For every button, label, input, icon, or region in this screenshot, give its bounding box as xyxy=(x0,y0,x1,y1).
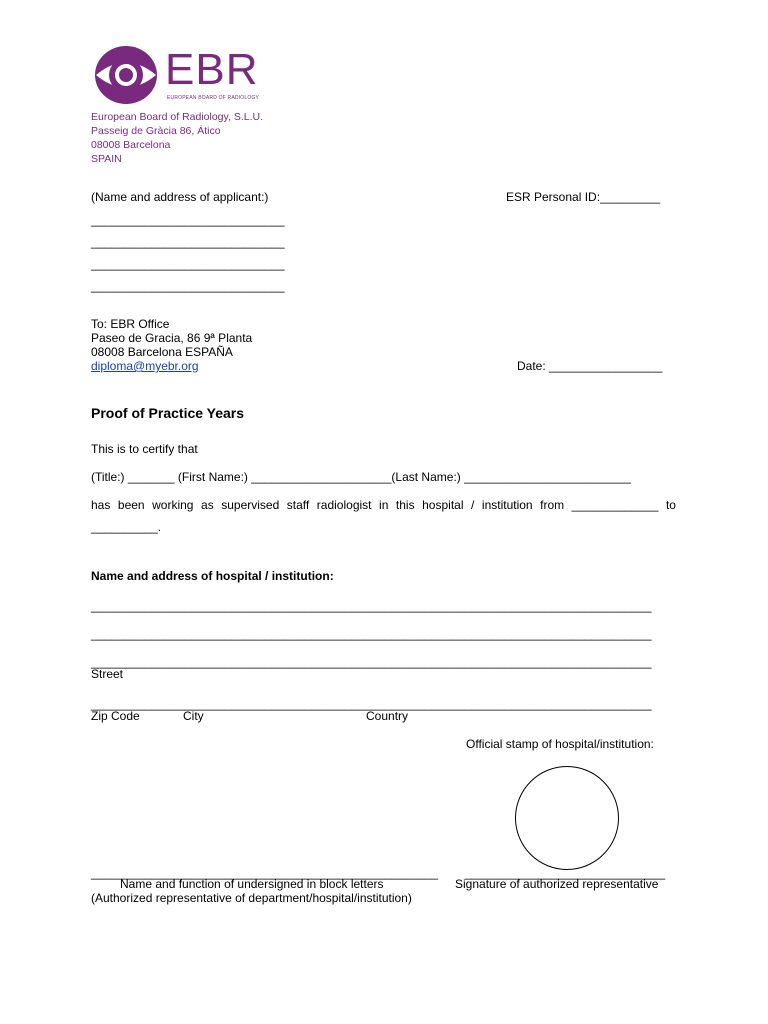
working-word: to xyxy=(665,498,676,512)
country-label: Country xyxy=(366,709,409,723)
hospital-line-2: ____________________________________________________________________________________ xyxy=(91,627,652,641)
ebr-logo xyxy=(93,44,263,106)
zip-code-label: Zip Code xyxy=(91,709,140,723)
document-title: Proof of Practice Years xyxy=(91,405,245,421)
working-word: / xyxy=(471,498,475,512)
stamp-label: Official stamp of hospital/institution: xyxy=(466,737,654,751)
signature-label: Signature of authorized representative xyxy=(455,877,659,891)
working-word: staff xyxy=(286,498,310,512)
working-word: hospital xyxy=(422,498,464,512)
name-function-line: ____________________________________________________ xyxy=(91,866,439,880)
to-line-1: To: EBR Office xyxy=(91,317,170,331)
email-link[interactable]: diploma@myebr.org xyxy=(91,359,199,373)
authorized-representative-label: (Authorized representative of department/hospital/institution) xyxy=(91,891,412,905)
working-word: working xyxy=(152,498,194,512)
working-word: has xyxy=(91,498,111,512)
hospital-line-1: ____________________________________________________________________________________ xyxy=(91,599,652,613)
name-function-label: Name and function of undersigned in block letters xyxy=(120,877,384,891)
org-address-line-3: 08008 Barcelona xyxy=(91,139,171,151)
name-line: (Title:) _______ (First Name:) _____________________(Last Name:) _________________________ xyxy=(91,470,631,484)
working-word: _____________ xyxy=(571,498,659,512)
org-address-line-1: European Board of Radiology, S.L.U. xyxy=(91,111,263,123)
working-sentence-end: __________. xyxy=(91,520,162,534)
applicant-line-2: _____________________________ xyxy=(91,235,285,249)
working-word: from xyxy=(540,498,565,512)
street-label: Street xyxy=(91,667,124,681)
working-word: radiologist xyxy=(316,498,372,512)
logo-text: EBR xyxy=(165,45,259,94)
working-word: supervised xyxy=(221,498,280,512)
stamp-circle xyxy=(515,766,619,870)
to-line-3: 08008 Barcelona ESPAÑA xyxy=(91,345,233,359)
to-line-2: Paseo de Gracia, 86 9ª Planta xyxy=(91,331,253,345)
applicant-label: (Name and address of applicant:) xyxy=(91,190,269,204)
working-word: been xyxy=(117,498,145,512)
applicant-line-1: _____________________________ xyxy=(91,213,285,227)
working-word: this xyxy=(395,498,415,512)
hospital-label: Name and address of hospital / institution: xyxy=(91,569,334,583)
certify-text: This is to certify that xyxy=(91,442,198,456)
org-address-line-2: Passeig de Gràcia 86, Ático xyxy=(91,125,221,137)
esr-personal-id-field: ESR Personal ID:_________ xyxy=(506,190,661,204)
date-field: Date: _________________ xyxy=(517,359,663,373)
applicant-line-4: _____________________________ xyxy=(91,279,285,293)
working-sentence xyxy=(91,498,676,512)
hospital-line-4: ____________________________________________________________________________________ xyxy=(91,697,652,711)
ebr-eye-logo-icon xyxy=(93,44,159,106)
applicant-line-3: _____________________________ xyxy=(91,257,285,271)
working-word: institution xyxy=(481,498,533,512)
logo-tagline: EUROPEAN BOARD OF RADIOLOGY xyxy=(167,95,260,101)
hospital-line-3: ____________________________________________________________________________________ xyxy=(91,655,652,669)
signature-line: ______________________________ xyxy=(465,866,666,880)
working-word: in xyxy=(379,498,389,512)
city-label: City xyxy=(183,709,204,723)
working-word: as xyxy=(201,498,214,512)
org-address-line-4: SPAIN xyxy=(91,153,122,165)
